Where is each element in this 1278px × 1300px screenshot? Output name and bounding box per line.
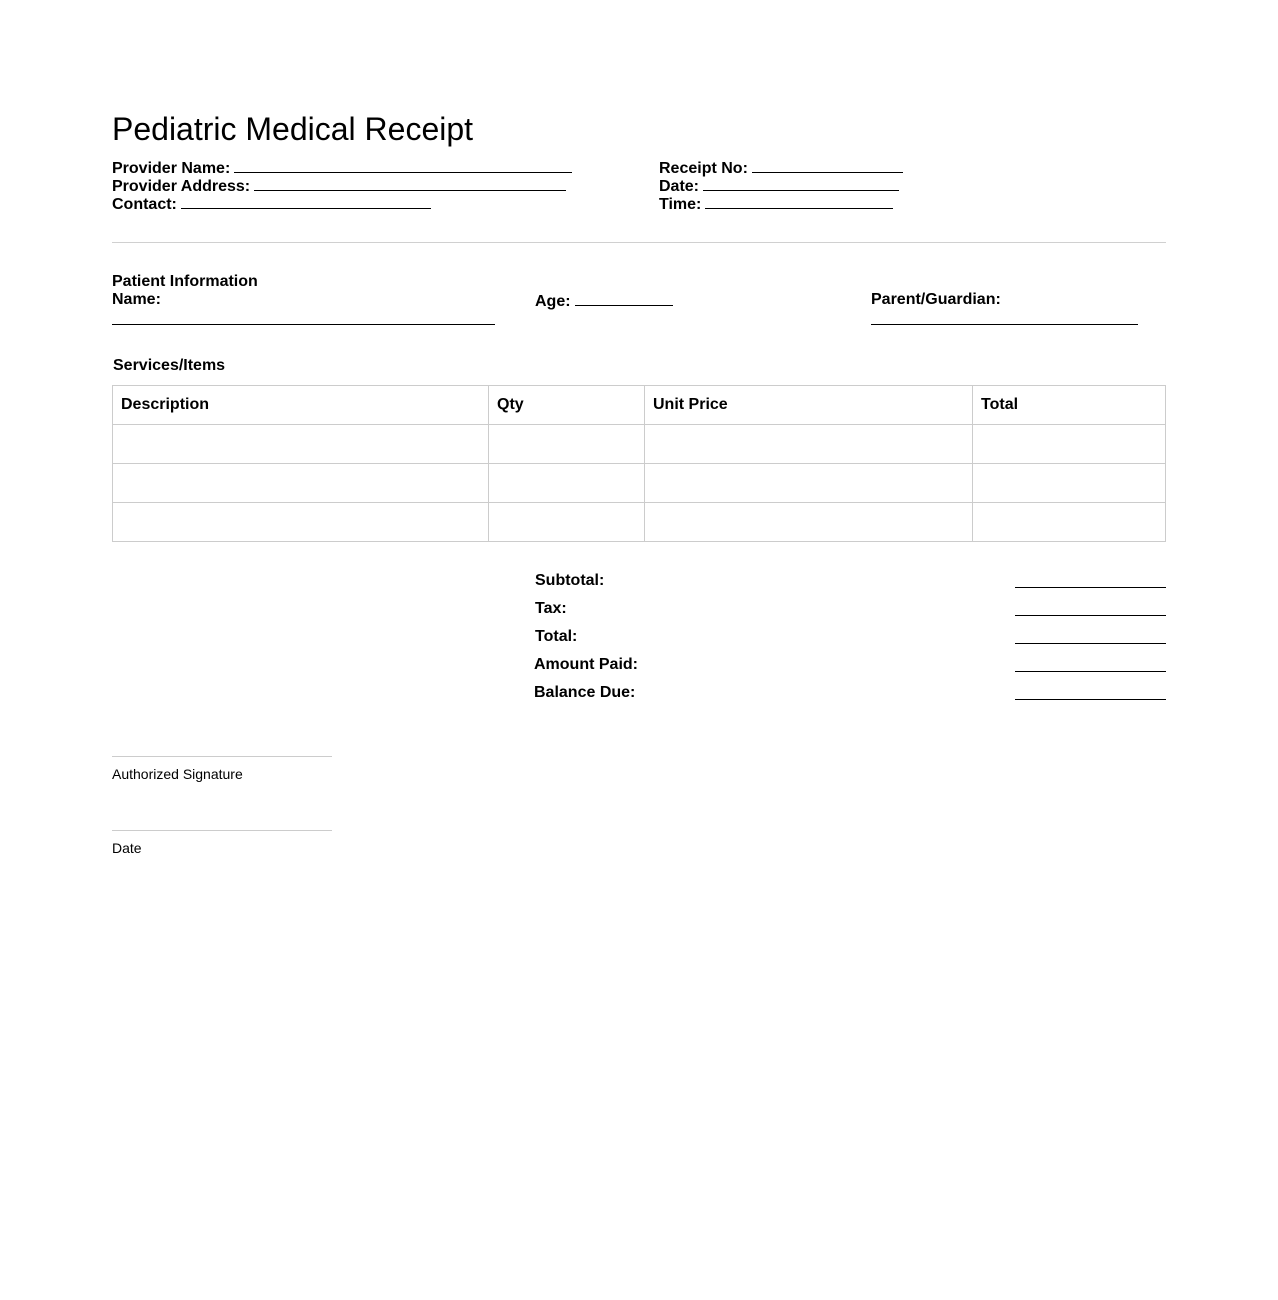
patient-info-heading: Patient Information: [112, 273, 258, 290]
services-heading: Services/Items: [113, 357, 226, 374]
balance-due-blank[interactable]: [1015, 699, 1166, 700]
receipt-no-label: Receipt No:: [659, 160, 748, 177]
contact-field[interactable]: [112, 194, 431, 214]
patient-age-label: Age:: [535, 293, 571, 310]
total-blank[interactable]: [1015, 643, 1166, 644]
cell-total[interactable]: [973, 425, 1166, 464]
table-row: [113, 503, 1166, 542]
cell-qty[interactable]: [489, 503, 645, 542]
column-header-qty: Qty: [489, 386, 645, 425]
header-divider: [112, 242, 1166, 243]
page-title: Pediatric Medical Receipt: [112, 111, 474, 147]
balance-due-label: Balance Due:: [534, 684, 636, 701]
signature-line[interactable]: [112, 756, 332, 757]
total-label: Total:: [535, 628, 578, 645]
table-header-row: [113, 386, 1166, 425]
services-table: [112, 385, 1166, 542]
subtotal-label: Subtotal:: [535, 572, 605, 589]
cell-description[interactable]: [113, 425, 489, 464]
receipt-no-field[interactable]: [659, 158, 903, 178]
receipt-time-field[interactable]: [659, 194, 893, 214]
table-row: [113, 425, 1166, 464]
provider-name-label: Provider Name:: [112, 160, 231, 177]
cell-total[interactable]: [973, 464, 1166, 503]
patient-age-field[interactable]: [535, 291, 673, 311]
cell-unit-price[interactable]: [645, 464, 973, 503]
provider-address-field[interactable]: [112, 176, 566, 196]
receipt-date-label: Date:: [659, 178, 700, 195]
column-header-unit-price: Unit Price: [645, 386, 973, 425]
subtotal-blank[interactable]: [1015, 587, 1166, 588]
receipt-no-blank[interactable]: [752, 158, 903, 173]
provider-name-field[interactable]: [112, 158, 572, 178]
cell-description[interactable]: [113, 503, 489, 542]
receipt-time-label: Time:: [659, 196, 702, 213]
patient-name-blank[interactable]: [112, 324, 495, 325]
receipt-date-field[interactable]: [659, 176, 899, 196]
contact-label: Contact:: [112, 196, 177, 213]
patient-age-blank[interactable]: [575, 291, 673, 306]
signature-date-line[interactable]: [112, 830, 332, 831]
provider-address-blank[interactable]: [254, 176, 566, 191]
column-header-description: Description: [113, 386, 489, 425]
table-row: [113, 464, 1166, 503]
tax-label: Tax:: [535, 600, 567, 617]
cell-total[interactable]: [973, 503, 1166, 542]
authorized-signature-label: Authorized Signature: [112, 766, 243, 782]
provider-name-blank[interactable]: [234, 158, 572, 173]
cell-description[interactable]: [113, 464, 489, 503]
contact-blank[interactable]: [181, 194, 431, 209]
tax-blank[interactable]: [1015, 615, 1166, 616]
provider-address-label: Provider Address:: [112, 178, 251, 195]
amount-paid-blank[interactable]: [1015, 671, 1166, 672]
guardian-blank[interactable]: [871, 324, 1138, 325]
patient-name-label: Name:: [112, 291, 161, 308]
amount-paid-label: Amount Paid:: [534, 656, 638, 673]
cell-unit-price[interactable]: [645, 503, 973, 542]
cell-unit-price[interactable]: [645, 425, 973, 464]
receipt-date-blank[interactable]: [703, 176, 899, 191]
receipt-time-blank[interactable]: [705, 194, 893, 209]
cell-qty[interactable]: [489, 425, 645, 464]
column-header-total: Total: [973, 386, 1166, 425]
signature-date-label: Date: [112, 840, 142, 856]
cell-qty[interactable]: [489, 464, 645, 503]
guardian-label: Parent/Guardian:: [871, 291, 1001, 308]
